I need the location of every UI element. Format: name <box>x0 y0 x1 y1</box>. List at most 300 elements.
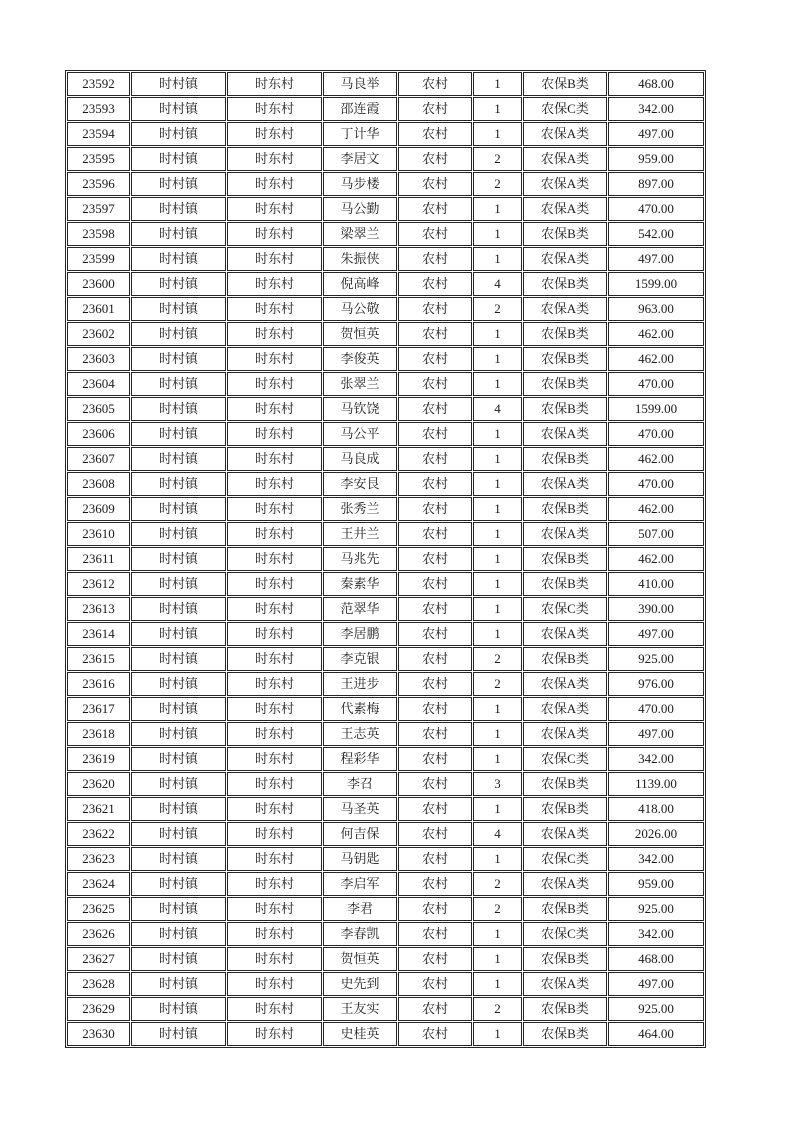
cell-insurance_category: 农保C类 <box>523 922 607 946</box>
cell-record_id: 23593 <box>67 97 130 121</box>
cell-amount: 1139.00 <box>608 772 704 796</box>
cell-town: 时村镇 <box>131 322 226 346</box>
cell-residence_type: 农村 <box>398 797 472 821</box>
cell-residence_type: 农村 <box>398 397 472 421</box>
cell-record_id: 23599 <box>67 247 130 271</box>
cell-village: 时东村 <box>227 122 322 146</box>
cell-residence_type: 农村 <box>398 572 472 596</box>
cell-amount: 497.00 <box>608 972 704 996</box>
cell-town: 时村镇 <box>131 772 226 796</box>
cell-town: 时村镇 <box>131 472 226 496</box>
cell-residence_type: 农村 <box>398 72 472 96</box>
table-row <box>67 747 704 771</box>
cell-insurance_category: 农保A类 <box>523 422 607 446</box>
cell-name: 王进步 <box>323 672 397 696</box>
cell-town: 时村镇 <box>131 622 226 646</box>
cell-residence_type: 农村 <box>398 722 472 746</box>
cell-person_count: 4 <box>473 822 522 846</box>
cell-town: 时村镇 <box>131 72 226 96</box>
cell-residence_type: 农村 <box>398 1022 472 1046</box>
cell-insurance_category: 农保A类 <box>523 722 607 746</box>
cell-residence_type: 农村 <box>398 922 472 946</box>
cell-village: 时东村 <box>227 972 322 996</box>
table-row <box>67 697 704 721</box>
cell-town: 时村镇 <box>131 222 226 246</box>
cell-name: 马公敬 <box>323 297 397 321</box>
cell-person_count: 2 <box>473 297 522 321</box>
table-row <box>67 322 704 346</box>
cell-insurance_category: 农保A类 <box>523 147 607 171</box>
cell-residence_type: 农村 <box>398 672 472 696</box>
cell-village: 时东村 <box>227 847 322 871</box>
cell-residence_type: 农村 <box>398 872 472 896</box>
cell-name: 丁计华 <box>323 122 397 146</box>
cell-town: 时村镇 <box>131 822 226 846</box>
cell-amount: 963.00 <box>608 297 704 321</box>
cell-insurance_category: 农保A类 <box>523 672 607 696</box>
cell-town: 时村镇 <box>131 672 226 696</box>
cell-town: 时村镇 <box>131 972 226 996</box>
cell-village: 时东村 <box>227 697 322 721</box>
cell-amount: 497.00 <box>608 722 704 746</box>
cell-amount: 897.00 <box>608 172 704 196</box>
cell-person_count: 1 <box>473 597 522 621</box>
cell-record_id: 23592 <box>67 72 130 96</box>
cell-residence_type: 农村 <box>398 997 472 1021</box>
cell-name: 李召 <box>323 772 397 796</box>
cell-amount: 925.00 <box>608 897 704 921</box>
cell-town: 时村镇 <box>131 397 226 421</box>
cell-amount: 507.00 <box>608 522 704 546</box>
cell-town: 时村镇 <box>131 497 226 521</box>
cell-person_count: 1 <box>473 247 522 271</box>
table-row <box>67 897 704 921</box>
cell-person_count: 4 <box>473 272 522 296</box>
cell-amount: 925.00 <box>608 997 704 1021</box>
cell-person_count: 1 <box>473 322 522 346</box>
cell-residence_type: 农村 <box>398 697 472 721</box>
cell-person_count: 1 <box>473 447 522 471</box>
cell-insurance_category: 农保B类 <box>523 1022 607 1046</box>
cell-person_count: 1 <box>473 197 522 221</box>
cell-village: 时东村 <box>227 172 322 196</box>
cell-residence_type: 农村 <box>398 297 472 321</box>
cell-amount: 959.00 <box>608 872 704 896</box>
table-row <box>67 647 704 671</box>
cell-amount: 342.00 <box>608 747 704 771</box>
cell-person_count: 1 <box>473 797 522 821</box>
table-row <box>67 672 704 696</box>
cell-residence_type: 农村 <box>398 822 472 846</box>
cell-name: 马钦饶 <box>323 397 397 421</box>
table-row <box>67 997 704 1021</box>
cell-village: 时东村 <box>227 272 322 296</box>
cell-town: 时村镇 <box>131 372 226 396</box>
cell-residence_type: 农村 <box>398 497 472 521</box>
table-row <box>67 872 704 896</box>
cell-name: 程彩华 <box>323 747 397 771</box>
cell-name: 王志英 <box>323 722 397 746</box>
cell-insurance_category: 农保B类 <box>523 947 607 971</box>
cell-village: 时东村 <box>227 872 322 896</box>
table-row <box>67 622 704 646</box>
cell-insurance_category: 农保A类 <box>523 822 607 846</box>
cell-person_count: 1 <box>473 222 522 246</box>
cell-name: 李启军 <box>323 872 397 896</box>
cell-insurance_category: 农保C类 <box>523 747 607 771</box>
table-row <box>67 497 704 521</box>
cell-name: 贺恒英 <box>323 322 397 346</box>
table-row <box>67 947 704 971</box>
cell-residence_type: 农村 <box>398 197 472 221</box>
cell-name: 马公平 <box>323 422 397 446</box>
table-row <box>67 297 704 321</box>
cell-village: 时东村 <box>227 1022 322 1046</box>
cell-village: 时东村 <box>227 322 322 346</box>
cell-town: 时村镇 <box>131 172 226 196</box>
cell-record_id: 23614 <box>67 622 130 646</box>
cell-town: 时村镇 <box>131 522 226 546</box>
cell-person_count: 1 <box>473 472 522 496</box>
cell-residence_type: 农村 <box>398 247 472 271</box>
cell-name: 王友实 <box>323 997 397 1021</box>
cell-name: 李克银 <box>323 647 397 671</box>
table-row <box>67 397 704 421</box>
cell-record_id: 23597 <box>67 197 130 221</box>
cell-residence_type: 农村 <box>398 347 472 371</box>
cell-village: 时东村 <box>227 347 322 371</box>
cell-amount: 342.00 <box>608 847 704 871</box>
cell-amount: 462.00 <box>608 497 704 521</box>
cell-insurance_category: 农保B类 <box>523 897 607 921</box>
cell-residence_type: 农村 <box>398 272 472 296</box>
cell-record_id: 23604 <box>67 372 130 396</box>
table-row <box>67 272 704 296</box>
cell-residence_type: 农村 <box>398 647 472 671</box>
cell-amount: 462.00 <box>608 447 704 471</box>
cell-amount: 462.00 <box>608 322 704 346</box>
cell-residence_type: 农村 <box>398 172 472 196</box>
cell-person_count: 1 <box>473 97 522 121</box>
cell-residence_type: 农村 <box>398 147 472 171</box>
cell-person_count: 1 <box>473 422 522 446</box>
cell-name: 范翠华 <box>323 597 397 621</box>
cell-record_id: 23616 <box>67 672 130 696</box>
cell-village: 时东村 <box>227 472 322 496</box>
cell-amount: 410.00 <box>608 572 704 596</box>
cell-name: 秦素华 <box>323 572 397 596</box>
cell-village: 时东村 <box>227 97 322 121</box>
cell-insurance_category: 农保B类 <box>523 797 607 821</box>
cell-town: 时村镇 <box>131 347 226 371</box>
cell-name: 史先到 <box>323 972 397 996</box>
cell-village: 时东村 <box>227 897 322 921</box>
cell-name: 马兆先 <box>323 547 397 571</box>
cell-insurance_category: 农保B类 <box>523 447 607 471</box>
table-row <box>67 147 704 171</box>
cell-insurance_category: 农保A类 <box>523 472 607 496</box>
cell-village: 时东村 <box>227 797 322 821</box>
cell-insurance_category: 农保B类 <box>523 272 607 296</box>
cell-town: 时村镇 <box>131 797 226 821</box>
cell-town: 时村镇 <box>131 697 226 721</box>
cell-person_count: 1 <box>473 947 522 971</box>
cell-person_count: 1 <box>473 522 522 546</box>
cell-town: 时村镇 <box>131 722 226 746</box>
cell-village: 时东村 <box>227 372 322 396</box>
cell-record_id: 23605 <box>67 397 130 421</box>
cell-record_id: 23601 <box>67 297 130 321</box>
cell-village: 时东村 <box>227 147 322 171</box>
cell-name: 马公勤 <box>323 197 397 221</box>
cell-record_id: 23612 <box>67 572 130 596</box>
cell-name: 马圣英 <box>323 797 397 821</box>
table-row <box>67 347 704 371</box>
table-row <box>67 97 704 121</box>
cell-town: 时村镇 <box>131 872 226 896</box>
cell-residence_type: 农村 <box>398 97 472 121</box>
cell-person_count: 2 <box>473 672 522 696</box>
cell-village: 时东村 <box>227 622 322 646</box>
cell-person_count: 1 <box>473 622 522 646</box>
cell-village: 时东村 <box>227 397 322 421</box>
cell-name: 李君 <box>323 897 397 921</box>
cell-insurance_category: 农保B类 <box>523 547 607 571</box>
cell-amount: 462.00 <box>608 547 704 571</box>
cell-town: 时村镇 <box>131 597 226 621</box>
cell-village: 时东村 <box>227 447 322 471</box>
cell-name: 马步楼 <box>323 172 397 196</box>
cell-insurance_category: 农保B类 <box>523 347 607 371</box>
cell-village: 时东村 <box>227 297 322 321</box>
cell-record_id: 23622 <box>67 822 130 846</box>
cell-insurance_category: 农保A类 <box>523 247 607 271</box>
cell-amount: 342.00 <box>608 922 704 946</box>
cell-record_id: 23626 <box>67 922 130 946</box>
cell-insurance_category: 农保B类 <box>523 572 607 596</box>
cell-village: 时东村 <box>227 647 322 671</box>
cell-town: 时村镇 <box>131 997 226 1021</box>
cell-village: 时东村 <box>227 572 322 596</box>
cell-record_id: 23623 <box>67 847 130 871</box>
cell-insurance_category: 农保B类 <box>523 647 607 671</box>
cell-record_id: 23621 <box>67 797 130 821</box>
cell-record_id: 23598 <box>67 222 130 246</box>
cell-person_count: 1 <box>473 547 522 571</box>
cell-record_id: 23619 <box>67 747 130 771</box>
cell-record_id: 23610 <box>67 522 130 546</box>
cell-amount: 959.00 <box>608 147 704 171</box>
table-row <box>67 572 704 596</box>
cell-person_count: 1 <box>473 697 522 721</box>
cell-amount: 470.00 <box>608 372 704 396</box>
cell-person_count: 3 <box>473 772 522 796</box>
table-row <box>67 772 704 796</box>
cell-name: 李居文 <box>323 147 397 171</box>
cell-amount: 418.00 <box>608 797 704 821</box>
cell-record_id: 23596 <box>67 172 130 196</box>
cell-town: 时村镇 <box>131 297 226 321</box>
cell-name: 贺恒英 <box>323 947 397 971</box>
cell-town: 时村镇 <box>131 97 226 121</box>
table-row <box>67 797 704 821</box>
cell-person_count: 1 <box>473 497 522 521</box>
cell-record_id: 23611 <box>67 547 130 571</box>
cell-town: 时村镇 <box>131 197 226 221</box>
cell-person_count: 1 <box>473 572 522 596</box>
cell-insurance_category: 农保A类 <box>523 872 607 896</box>
cell-name: 何吉保 <box>323 822 397 846</box>
cell-name: 李春凯 <box>323 922 397 946</box>
cell-residence_type: 农村 <box>398 422 472 446</box>
cell-name: 王井兰 <box>323 522 397 546</box>
cell-person_count: 1 <box>473 1022 522 1046</box>
cell-record_id: 23603 <box>67 347 130 371</box>
cell-residence_type: 农村 <box>398 472 472 496</box>
cell-person_count: 2 <box>473 172 522 196</box>
cell-person_count: 1 <box>473 372 522 396</box>
cell-record_id: 23613 <box>67 597 130 621</box>
cell-amount: 464.00 <box>608 1022 704 1046</box>
cell-village: 时东村 <box>227 947 322 971</box>
cell-name: 马良举 <box>323 72 397 96</box>
cell-insurance_category: 农保A类 <box>523 297 607 321</box>
cell-name: 马良成 <box>323 447 397 471</box>
cell-town: 时村镇 <box>131 547 226 571</box>
cell-village: 时东村 <box>227 747 322 771</box>
cell-record_id: 23620 <box>67 772 130 796</box>
cell-village: 时东村 <box>227 547 322 571</box>
cell-residence_type: 农村 <box>398 547 472 571</box>
cell-insurance_category: 农保A类 <box>523 622 607 646</box>
cell-insurance_category: 农保A类 <box>523 172 607 196</box>
cell-village: 时东村 <box>227 222 322 246</box>
cell-insurance_category: 农保B类 <box>523 222 607 246</box>
cell-amount: 925.00 <box>608 647 704 671</box>
cell-amount: 1599.00 <box>608 272 704 296</box>
cell-town: 时村镇 <box>131 647 226 671</box>
cell-person_count: 1 <box>473 747 522 771</box>
cell-record_id: 23615 <box>67 647 130 671</box>
cell-village: 时东村 <box>227 522 322 546</box>
cell-amount: 470.00 <box>608 472 704 496</box>
cell-name: 张翠兰 <box>323 372 397 396</box>
cell-record_id: 23600 <box>67 272 130 296</box>
cell-town: 时村镇 <box>131 272 226 296</box>
cell-amount: 468.00 <box>608 947 704 971</box>
cell-town: 时村镇 <box>131 572 226 596</box>
cell-village: 时东村 <box>227 597 322 621</box>
cell-village: 时东村 <box>227 822 322 846</box>
cell-insurance_category: 农保B类 <box>523 372 607 396</box>
cell-amount: 497.00 <box>608 122 704 146</box>
cell-insurance_category: 农保C类 <box>523 97 607 121</box>
cell-insurance_category: 农保A类 <box>523 122 607 146</box>
cell-person_count: 2 <box>473 647 522 671</box>
cell-insurance_category: 农保B类 <box>523 997 607 1021</box>
cell-amount: 542.00 <box>608 222 704 246</box>
table-row <box>67 822 704 846</box>
cell-person_count: 2 <box>473 147 522 171</box>
cell-village: 时东村 <box>227 672 322 696</box>
table-row <box>67 222 704 246</box>
table-row <box>67 247 704 271</box>
cell-record_id: 23627 <box>67 947 130 971</box>
cell-record_id: 23628 <box>67 972 130 996</box>
cell-residence_type: 农村 <box>398 947 472 971</box>
cell-town: 时村镇 <box>131 447 226 471</box>
table-row <box>67 172 704 196</box>
cell-insurance_category: 农保A类 <box>523 972 607 996</box>
cell-record_id: 23606 <box>67 422 130 446</box>
table-row <box>67 847 704 871</box>
cell-insurance_category: 农保C类 <box>523 847 607 871</box>
cell-amount: 468.00 <box>608 72 704 96</box>
cell-amount: 497.00 <box>608 622 704 646</box>
cell-name: 马钥匙 <box>323 847 397 871</box>
cell-insurance_category: 农保A类 <box>523 197 607 221</box>
cell-amount: 470.00 <box>608 422 704 446</box>
cell-town: 时村镇 <box>131 897 226 921</box>
cell-record_id: 23625 <box>67 897 130 921</box>
cell-name: 史桂英 <box>323 1022 397 1046</box>
table-row <box>67 547 704 571</box>
pension-records-table <box>65 70 706 1048</box>
cell-name: 李俊英 <box>323 347 397 371</box>
cell-residence_type: 农村 <box>398 522 472 546</box>
cell-village: 时东村 <box>227 422 322 446</box>
cell-name: 张秀兰 <box>323 497 397 521</box>
cell-village: 时东村 <box>227 197 322 221</box>
table-row <box>67 447 704 471</box>
cell-name: 倪高峰 <box>323 272 397 296</box>
cell-residence_type: 农村 <box>398 897 472 921</box>
cell-person_count: 1 <box>473 722 522 746</box>
table-row <box>67 522 704 546</box>
cell-name: 李安艮 <box>323 472 397 496</box>
cell-amount: 470.00 <box>608 197 704 221</box>
cell-record_id: 23602 <box>67 322 130 346</box>
cell-residence_type: 农村 <box>398 747 472 771</box>
cell-record_id: 23624 <box>67 872 130 896</box>
cell-town: 时村镇 <box>131 247 226 271</box>
cell-record_id: 23595 <box>67 147 130 171</box>
cell-amount: 342.00 <box>608 97 704 121</box>
cell-name: 梁翠兰 <box>323 222 397 246</box>
cell-record_id: 23609 <box>67 497 130 521</box>
cell-residence_type: 农村 <box>398 847 472 871</box>
table-row <box>67 122 704 146</box>
cell-town: 时村镇 <box>131 1022 226 1046</box>
cell-person_count: 4 <box>473 397 522 421</box>
cell-town: 时村镇 <box>131 147 226 171</box>
cell-village: 时东村 <box>227 497 322 521</box>
cell-residence_type: 农村 <box>398 597 472 621</box>
cell-town: 时村镇 <box>131 847 226 871</box>
cell-record_id: 23594 <box>67 122 130 146</box>
cell-insurance_category: 农保B类 <box>523 497 607 521</box>
table-row <box>67 72 704 96</box>
cell-village: 时东村 <box>227 72 322 96</box>
cell-insurance_category: 农保C类 <box>523 597 607 621</box>
cell-town: 时村镇 <box>131 422 226 446</box>
cell-record_id: 23607 <box>67 447 130 471</box>
table-row <box>67 922 704 946</box>
cell-village: 时东村 <box>227 247 322 271</box>
cell-village: 时东村 <box>227 772 322 796</box>
table-row <box>67 1022 704 1046</box>
cell-person_count: 1 <box>473 122 522 146</box>
